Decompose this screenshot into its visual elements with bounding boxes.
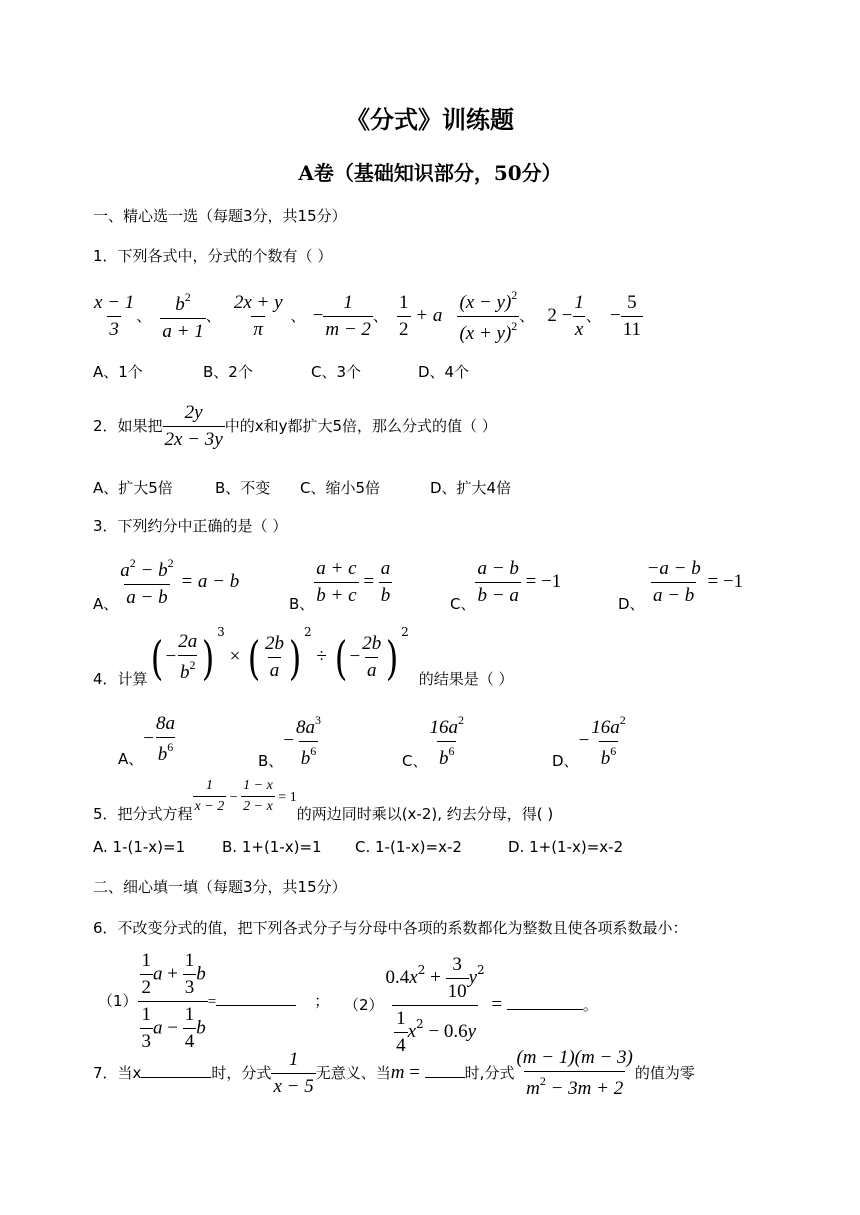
q6-part-2-label: （2） [344,996,384,1014]
question-3-stem: 3．下列约分中正确的是（ ） [93,517,288,535]
q3-label-b: B、 [289,595,315,613]
question-7-prefix: 7．当x [93,1064,142,1082]
q4-option-d[interactable]: D、− $\frac{16a^2}{b^6}$ [552,713,626,770]
q2-option-b[interactable]: B、不变 [215,479,271,497]
q3-option-a[interactable]: A、 $\frac{a^2 - b^2}{a - b}$ = a − b [93,556,240,613]
expr-3: $\frac{2x + y}{\pi}$ [233,292,283,340]
q5-option-b[interactable]: B. 1+(1-x)=1 [222,838,322,856]
q3-label-c: C、 [450,595,476,613]
section-heading-choice: 一、精心选一选（每题3分，共15分） [93,207,347,225]
question-7: 7．当x 时，分式 $\frac{1}{x - 5}$ 无意义、当m = 时,分式 $\frac{(m - 1)(m - 3)}{m^2 - 3m + 2}$ 的值为零 [93,1047,695,1099]
q3-option-b[interactable]: B、 $\frac{a + c}{b + c}$ = $\frac{a}{b}$ [289,558,391,613]
expr-2: $\frac{b^2}{a + 1}$ [162,290,204,342]
q6-part-2: （2） $0.4x^2$ + $\frac{3}{10}$ $y^2$ $\frac{1}{4}$ $x^2 - 0.6y$ = 。 [344,954,598,1056]
expr-6: $\frac{(x - y)^2}{(x + y)^2}$ [459,288,518,344]
q4-option-c[interactable]: C、 $\frac{16a^2}{b^6}$ [402,713,464,770]
expr-5: $\frac{1}{2}$ [399,292,409,340]
q5-option-c[interactable]: C. 1-(1-x)=x-2 [355,838,462,856]
expr-1: $\frac{x - 1}{3}$ [94,292,135,340]
question-5-stem: 5．把分式方程 $\frac{1}{x - 2}$ − $\frac{1 - x}{2 - x}$ = 1的两边同时乘以(x-2), 约去分母，得( ) [93,778,554,823]
question-5-suffix: 的两边同时乘以(x-2), 约去分母，得( ) [296,805,554,823]
question-1-expressions: $\frac{x - 1}{3}$ 、 $\frac{b^2}{a + 1}$ 、 $\frac{2x + y}{\pi}$ 、 − $\frac{1}{m - 2}$ 、 $\frac{1}{2}$ + a $\frac{(x - y)^2}{(x + y)^2}$ 、 2 − $\frac{1}{x}$ 、 − $\frac{5}{11}$ [94,288,641,344]
q7-blank-2[interactable] [425,1077,465,1078]
q1-option-c[interactable]: C、3个 [311,363,362,381]
question-7-suffix: 的值为零 [634,1064,695,1082]
question-7-mid3: 时,分式 [464,1064,515,1082]
question-7-mid2: 无意义、当 [315,1064,391,1082]
question-2-suffix: 中的x和y都扩大5倍，那么分式的值（ ） [224,417,497,435]
question-6-stem: 6．不改变分式的值，把下列各式分子与分母中各项的系数都化为整数且使各项系数最小： [93,919,688,937]
q3-option-d[interactable]: D、 $\frac{-a - b}{a - b}$ = −1 [618,558,744,613]
q5-option-d[interactable]: D. 1+(1-x)=x-2 [508,838,624,856]
q2-option-a[interactable]: A、扩大5倍 [93,479,173,497]
q2-fraction: $\frac{2y}{2x - 3y}$ [164,402,223,450]
q4-label-a: A、 [118,750,144,768]
q4-option-b[interactable]: B、− $\frac{8a^3}{b^6}$ [258,713,322,770]
q6-part-1: （1） $\frac{1}{2}$ a + $\frac{1}{3}$ b $\frac{1}{3}$ a − $\frac{1}{4}$ b = ； [98,950,330,1052]
q5-option-a[interactable]: A. 1-(1-x)=1 [93,838,186,856]
q6-semicolon: ； [314,992,330,1010]
expr-8: $\frac{5}{11}$ [622,292,641,340]
question-4-suffix: 的结果是（ ） [418,670,514,688]
question-2-prefix: 2．如果把 [93,417,163,435]
q3-label-a: A、 [93,595,119,613]
page-subtitle: A卷（基础知识部分，50分） [298,161,562,185]
expr-7: $\frac{1}{x}$ [574,292,584,340]
q1-option-a[interactable]: A、1个 [93,363,143,381]
question-4-stem: 4．计算( − $\frac{2a}{b^2}$ ) $^3$ × ( $\frac{2b}{a}$ ) $^2$ ÷ ( − $\frac{2b}{a}$ ) $^2$的结果是（ ） [93,625,514,688]
section-heading-fill: 二、细心填一填（每题3分，共15分） [93,878,347,896]
question-1-stem: 1．下列各式中，分式的个数有（ ） [93,247,333,265]
q4-label-c: C、 [402,752,428,770]
q2-option-d[interactable]: D、扩大4倍 [430,479,512,497]
question-5-prefix: 5．把分式方程 [93,805,193,823]
expr-4: $\frac{1}{m - 2}$ [325,292,371,340]
question-7-mid1: 时，分式 [211,1064,272,1082]
q7-blank-1[interactable] [141,1077,211,1078]
q2-option-c[interactable]: C、缩小5倍 [300,479,381,497]
question-4-prefix: 4．计算 [93,670,148,688]
q6-answer-1-blank[interactable] [216,1005,296,1006]
q1-option-b[interactable]: B、2个 [203,363,253,381]
q6-answer-2-blank[interactable] [507,1009,583,1010]
q4-option-a[interactable]: A、− $\frac{8a}{b^6}$ [118,713,175,768]
q3-label-d: D、 [618,595,645,613]
q1-option-d[interactable]: D、4个 [418,363,470,381]
q3-option-c[interactable]: C、 $\frac{a - b}{b - a}$ = −1 [450,558,562,613]
q6-part-1-label: （1） [98,992,138,1010]
question-2-stem [93,402,497,451]
q6-period: 。 [582,996,598,1014]
q4-label-b: B、 [258,752,284,770]
q4-label-d: D、 [552,752,579,770]
page-title: 《分式》训练题 [346,105,514,134]
